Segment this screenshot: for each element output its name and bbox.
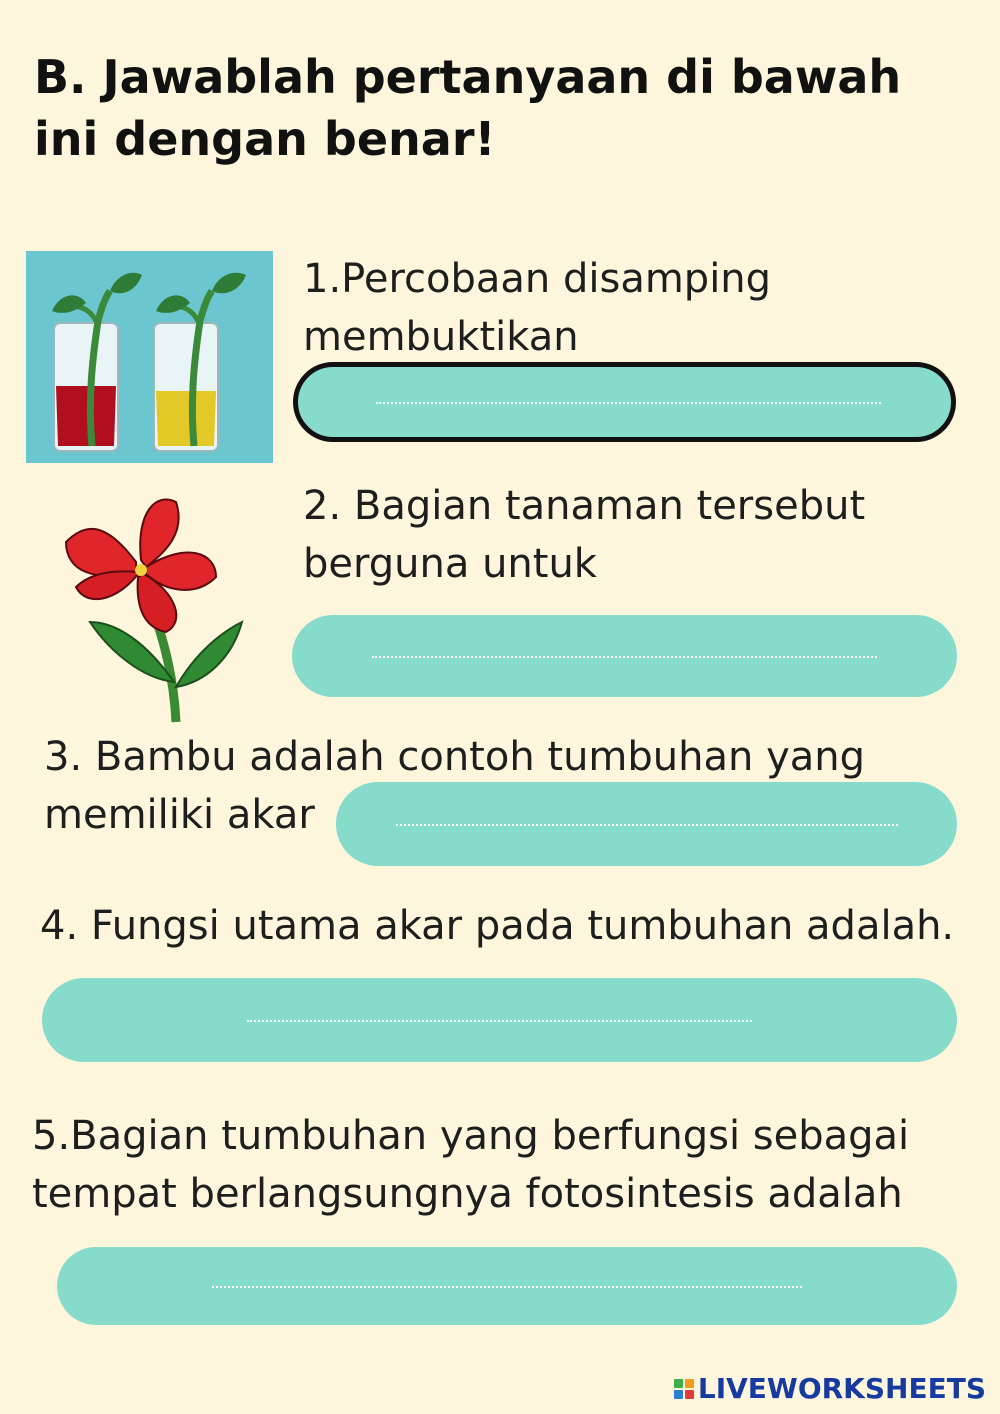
hibiscus-flower-illustration — [26, 482, 276, 730]
answer-1-field[interactable] — [293, 362, 956, 442]
answer-2-input[interactable] — [292, 615, 957, 697]
question-1 — [303, 250, 771, 366]
answer-3-input[interactable] — [336, 782, 957, 866]
experiment-illustration — [26, 251, 273, 463]
question-4-line-1: 4. Fungsi utama akar pada tumbuhan adalah. — [40, 903, 955, 949]
page-title: B. Jawablah pertanyaan di bawah ini dengan benar! — [34, 50, 902, 166]
answer-2-field[interactable] — [292, 615, 957, 697]
question-1-line-1: 1.Percobaan disamping — [303, 256, 772, 302]
question-1-line-2: membuktikan — [303, 314, 579, 360]
question-5 — [32, 1107, 909, 1223]
answer-4-field[interactable] — [42, 978, 957, 1062]
question-3-line-1: 3. Bambu adalah contoh tumbuhan yang — [44, 734, 865, 780]
question-2-line-1: 2. Bagian tanaman tersebut — [303, 483, 866, 529]
answer-5-field[interactable] — [57, 1247, 957, 1325]
answer-4-input[interactable] — [42, 978, 957, 1062]
answer-5-input[interactable] — [57, 1247, 957, 1325]
logo-text: LIVEWORKSHEETS — [697, 1372, 986, 1405]
question-5-line-1: 5.Bagian tumbuhan yang berfungsi sebagai — [32, 1113, 910, 1159]
question-4 — [40, 897, 954, 955]
liveworksheets-logo — [674, 1372, 986, 1405]
question-2-line-2: berguna untuk — [303, 541, 597, 587]
question-2 — [303, 477, 865, 593]
answer-1-input[interactable] — [298, 367, 951, 437]
logo-grid-icon — [674, 1379, 694, 1399]
question-3-line-2: memiliki akar — [44, 792, 315, 838]
question-5-line-2: tempat berlangsungnya fotosintesis adalah — [32, 1171, 903, 1217]
answer-3-field[interactable] — [336, 782, 957, 866]
